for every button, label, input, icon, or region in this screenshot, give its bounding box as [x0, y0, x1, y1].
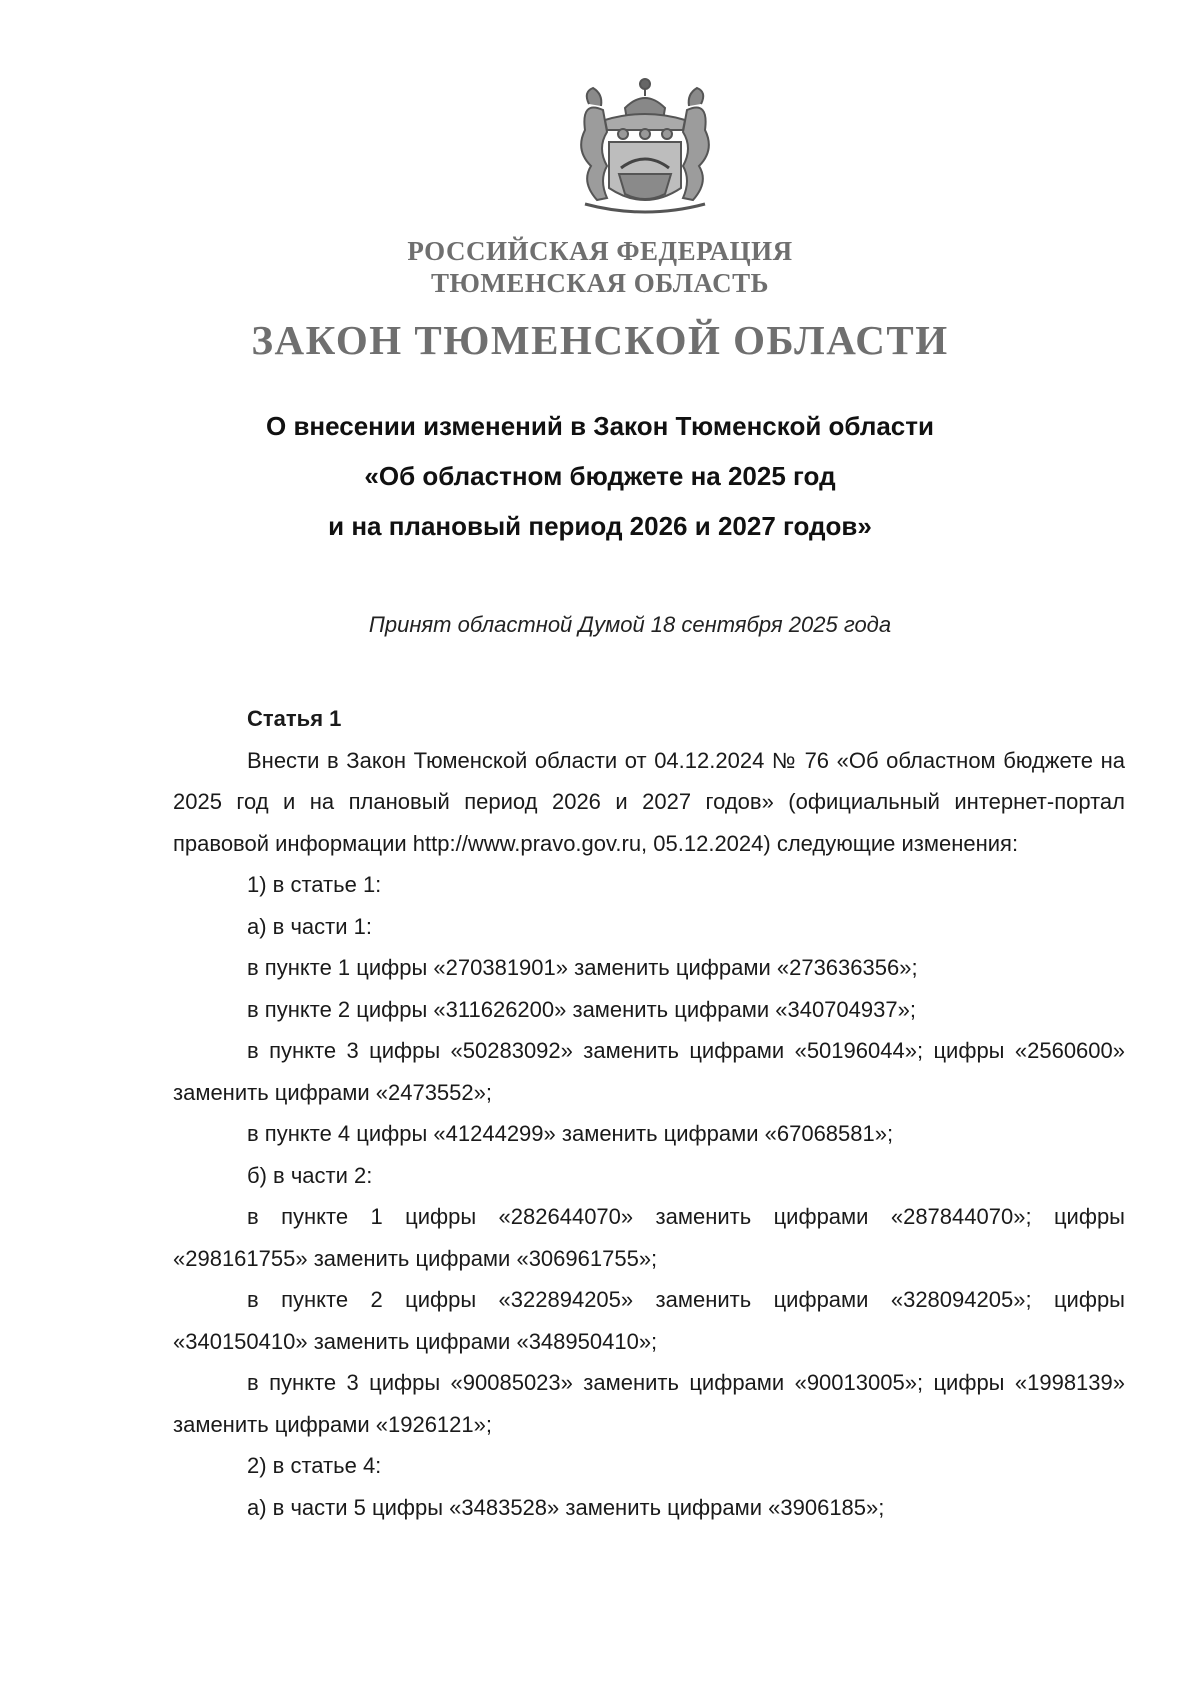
- law-heading: ЗАКОН ТЮМЕНСКОЙ ОБЛАСТИ: [251, 317, 949, 363]
- paragraph: а) в части 1:: [247, 913, 372, 939]
- paragraph: в пункте 3 цифры «50283092» заменить цифрами «50196044»; цифры «2560600» заменить цифрами «2473552»;: [173, 1038, 1125, 1105]
- title-line: «Об областном бюджете на 2025 год: [364, 461, 836, 491]
- paragraph: Внести в Закон Тюменской области от 04.12.2024 № 76 «Об областном бюджете на 2025 год и на плановый период 2026 и 2027 годов» (официальный интернет-портал правовой информации http://www.pravo.gov.ru, 05.12.2024) следующие изменения:: [173, 747, 1125, 856]
- country-name: РОССИЙСКАЯ ФЕДЕРАЦИЯ: [407, 236, 793, 266]
- title-line: и на плановый период 2026 и 2027 годов»: [328, 511, 872, 541]
- paragraph: в пункте 4 цифры «41244299» заменить цифрами «67068581»;: [247, 1121, 894, 1146]
- paragraph: а) в части 5 цифры «3483528» заменить цифрами «3906185»;: [247, 1494, 885, 1520]
- title-line: О внесении изменений в Закон Тюменской области: [266, 411, 934, 441]
- paragraph: в пункте 1 цифры «270381901» заменить цифрами «273636356»;: [247, 955, 918, 980]
- article-body: [173, 698, 1125, 1528]
- region-name: ТЮМЕНСКАЯ ОБЛАСТЬ: [430, 268, 770, 298]
- document-title: [0, 401, 1200, 551]
- article-heading: Статья 1: [247, 706, 342, 731]
- paragraph: в пункте 1 цифры «282644070» заменить цифрами «287844070»; цифры «298161755» заменить цифрами «306961755»;: [173, 1204, 1125, 1271]
- adoption-note: Принят областной Думой 18 сентября 2025 года: [368, 612, 892, 637]
- paragraph: в пункте 2 цифры «322894205» заменить цифрами «328094205»; цифры «340150410» заменить цифрами «348950410»;: [173, 1287, 1125, 1354]
- paragraph: 1) в статье 1:: [247, 872, 382, 897]
- paragraph: 2) в статье 4:: [247, 1453, 382, 1478]
- paragraph: в пункте 3 цифры «90085023» заменить цифрами «90013005»; цифры «1998139» заменить цифрами «1926121»;: [173, 1370, 1125, 1437]
- paragraph: б) в части 2:: [247, 1162, 373, 1188]
- coat-of-arms-icon: [545, 70, 745, 220]
- paragraph: в пункте 2 цифры «311626200» заменить цифрами «340704937»;: [247, 996, 916, 1022]
